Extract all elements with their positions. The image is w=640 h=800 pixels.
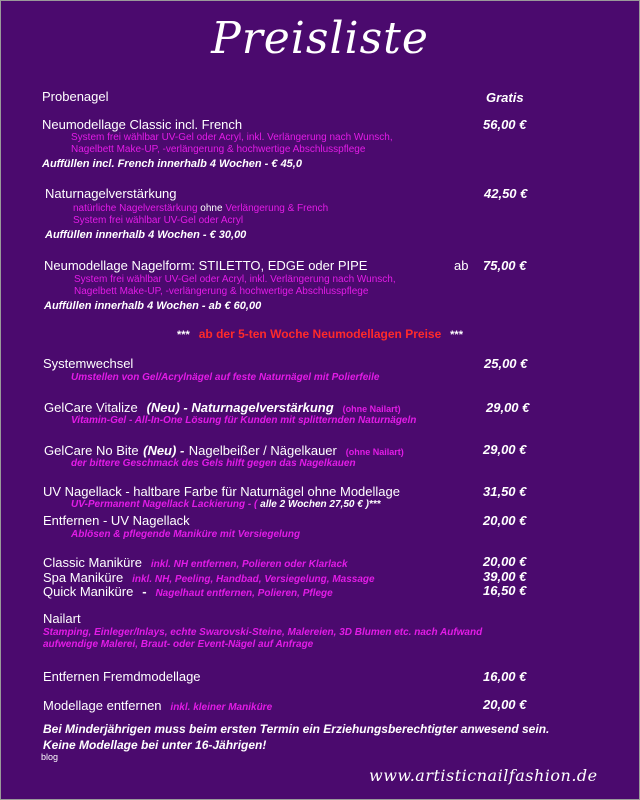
manicure-quick-label: Quick Maniküre	[43, 584, 134, 599]
manicure-spa-desc: inkl. NH, Peeling, Handbad, Versiegelung, Massage	[132, 574, 375, 585]
classic-desc-2: Nagelbett Make-UP, -verlängerung & hochwertige Abschlusspflege	[71, 144, 366, 155]
fremd-label: Entfernen Fremdmodellage	[43, 669, 201, 684]
uvlack-label: UV Nagellack - haltbare Farbe für Naturnägel ohne Modellage	[43, 484, 400, 499]
manicure-quick-price: 16,50 €	[483, 583, 527, 598]
manicure-classic-price: 20,00 €	[483, 554, 527, 569]
vitalize-desc: Vitamin-Gel - All-In-One Lösung für Kunden mit splitternden Naturnägeln	[71, 415, 417, 426]
nobite-note: (ohne Nailart)	[345, 447, 404, 457]
vitalize-label: GelCare Vitalize	[44, 400, 138, 415]
page-title: Preisliste	[211, 13, 429, 64]
stiletto-ab: ab	[454, 258, 469, 273]
naturnagel-fill: Auffüllen innerhalb 4 Wochen - € 30,00	[45, 229, 247, 241]
entfernen-uv-desc: Ablösen & pflegende Maniküre mit Versiegelung	[71, 529, 301, 540]
systemwechsel-desc: Umstellen von Gel/Acrylnägel auf feste Naturnägel mit Polierfeile	[71, 372, 380, 383]
manicure-spa-label: Spa Maniküre	[43, 570, 124, 585]
naturnagel-desc-2: System frei wählbar UV-Gel oder Acryl	[73, 215, 244, 226]
notice-text: ab der 5-ten Woche Neumodellagen Preise	[198, 327, 442, 341]
probenagel-label: Probenagel	[42, 89, 109, 104]
fremd-price: 16,00 €	[483, 669, 527, 684]
classic-price: 56,00 €	[483, 117, 527, 132]
systemwechsel-label: Systemwechsel	[43, 356, 134, 371]
classic-label: Neumodellage Classic incl. French	[42, 117, 243, 132]
systemwechsel-price: 25,00 €	[484, 356, 528, 371]
classic-fill: Auffüllen incl. French innerhalb 4 Wochen - € 45,0	[42, 158, 302, 170]
modellage-entf-price: 20,00 €	[483, 697, 527, 712]
vitalize-note: (ohne Nailart)	[342, 404, 401, 414]
naturnagel-desc-1: natürliche Nagelverstärkung ohne Verlängerung & French	[73, 203, 329, 214]
nobite-desc: der bittere Geschmack des Gels hilft gegen das Nagelkauen	[71, 458, 356, 469]
manicure-spa-price: 39,00 €	[483, 569, 527, 584]
stiletto-label: Neumodellage Nagelform: STILETTO, EDGE oder PIPE	[44, 258, 368, 273]
probenagel-price: Gratis	[486, 90, 524, 105]
stiletto-desc-2: Nagelbett Make-UP, -verlängerung & hochwertige Abschlusspflege	[74, 286, 369, 297]
footer-note-2: Keine Modellage bei unter 16-Jährigen!	[43, 738, 267, 752]
manicure-quick	[43, 583, 333, 601]
vitalize-price: 29,00 €	[486, 400, 530, 415]
modellage-entf-desc: inkl. kleiner Maniküre	[170, 702, 273, 713]
modellage-entf-label: Modellage entfernen	[43, 698, 162, 713]
nobite-price: 29,00 €	[483, 442, 527, 457]
entfernen-uv-price: 20,00 €	[483, 513, 527, 528]
nobite-label-2: Nagelbeißer / Nägelkauer	[188, 443, 337, 458]
stiletto-desc-1: System frei wählbar UV-Gel oder Acryl, inkl. Verlängerung nach Wunsch,	[74, 274, 396, 285]
naturnagel-price: 42,50 €	[484, 186, 528, 201]
notice-stars-left: ***	[177, 329, 190, 341]
nailart-label: Nailart	[43, 611, 81, 626]
modellage-entf-line	[43, 697, 272, 715]
notice-stars-right: ***	[450, 329, 463, 341]
vitalize-neu: (Neu) - Naturnagelverstärkung	[146, 400, 334, 415]
nobite-neu: (Neu) -	[143, 443, 185, 458]
naturnagel-label: Naturnagelverstärkung	[45, 186, 177, 201]
blog-link[interactable]: blog	[41, 752, 59, 762]
manicure-quick-desc: Nagelhaut entfernen, Polieren, Pflege	[155, 588, 333, 599]
nailart-desc-2: aufwendige Malerei, Braut- oder Event-Nägel auf Anfrage	[43, 639, 314, 650]
footer-note-1: Bei Minderjährigen muss beim ersten Termin ein Erziehungsberechtigter anwesend sein.	[43, 722, 550, 736]
uvlack-desc: UV-Permanent Nagellack Lackierung - ( alle 2 Wochen 27,50 € )***	[71, 499, 381, 510]
notice-line	[1, 325, 639, 343]
manicure-classic-desc: inkl. NH entfernen, Polieren oder Klarlack	[150, 559, 348, 570]
website-url[interactable]: www.artisticnailfashion.de	[369, 766, 598, 785]
classic-desc-1: System frei wählbar UV-Gel oder Acryl, inkl. Verlängerung nach Wunsch,	[71, 132, 393, 143]
stiletto-price: 75,00 €	[483, 258, 527, 273]
manicure-classic-label: Classic Maniküre	[43, 555, 142, 570]
nobite-label: GelCare No Bite	[44, 443, 139, 458]
entfernen-uv-label: Entfernen - UV Nagellack	[43, 513, 190, 528]
uvlack-price: 31,50 €	[483, 484, 527, 499]
stiletto-fill: Auffüllen innerhalb 4 Wochen - ab € 60,00	[44, 300, 262, 312]
nailart-desc-1: Stamping, Einleger/Inlays, echte Swarovski-Steine, Malereien, 3D Blumen etc. nach Aufwand	[43, 627, 483, 638]
manicure-quick-dash: -	[142, 584, 147, 599]
